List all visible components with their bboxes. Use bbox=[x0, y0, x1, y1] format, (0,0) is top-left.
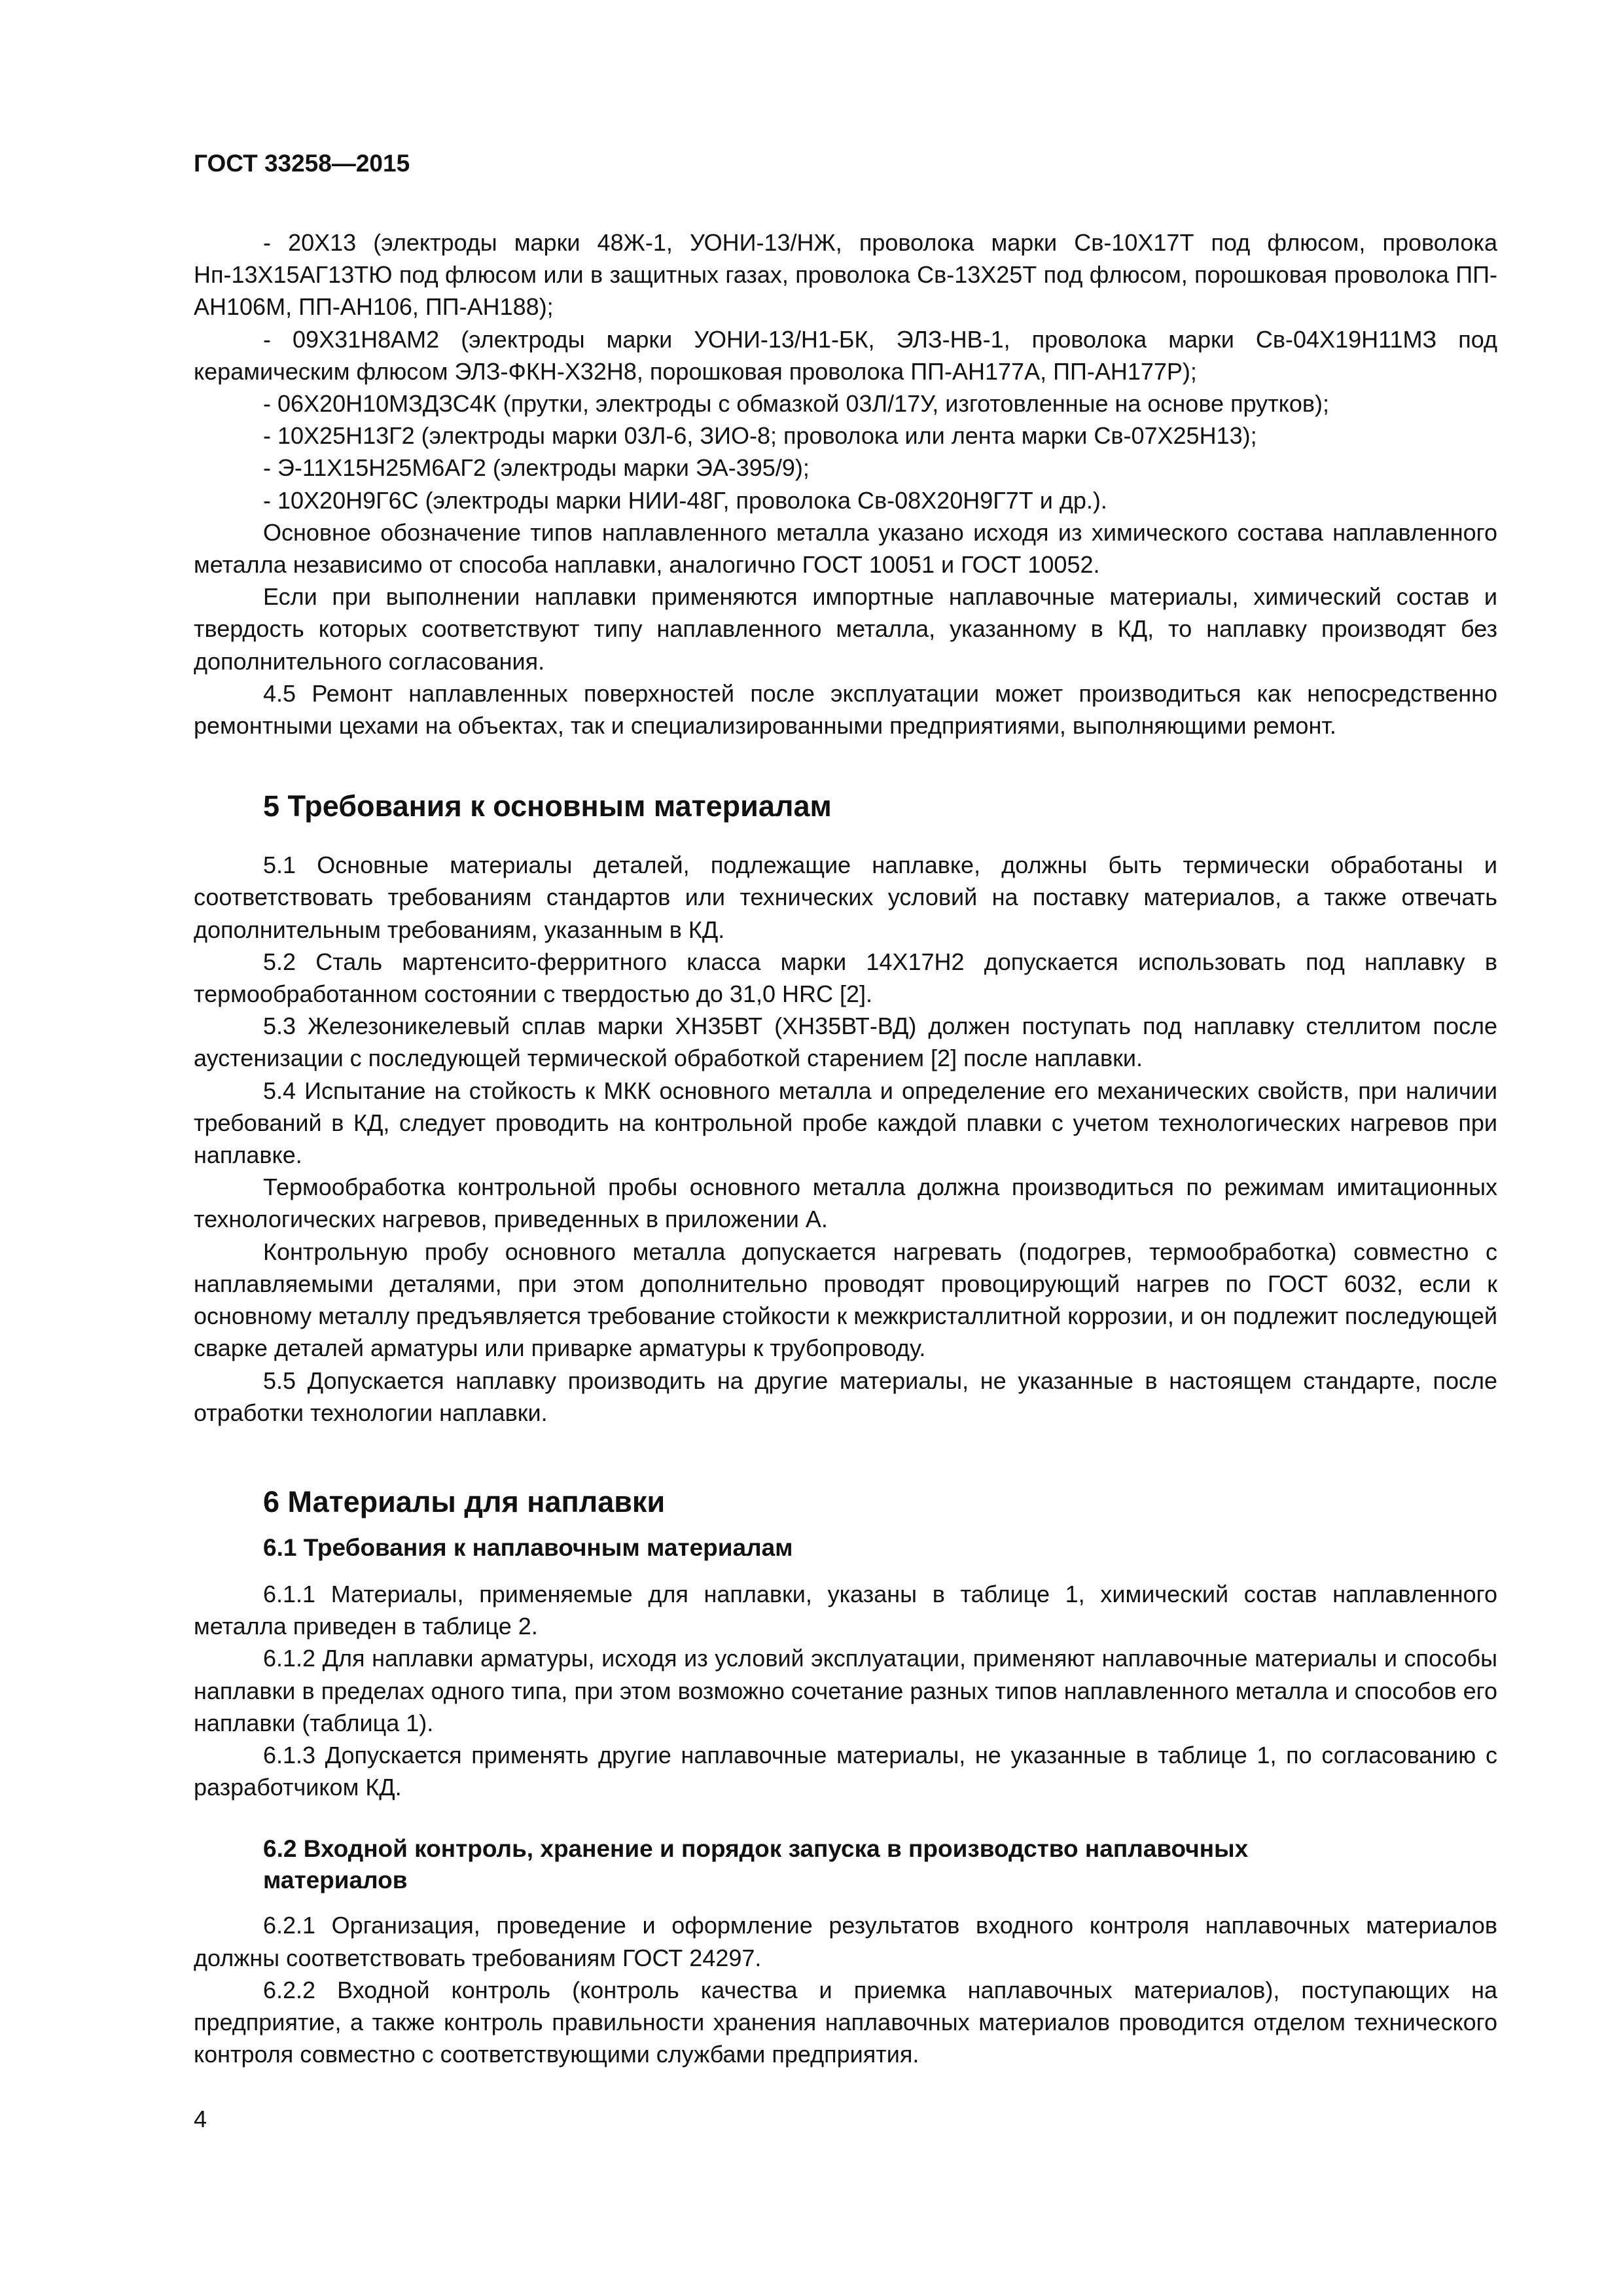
paragraph: 5.2 Сталь мартенсито-ферритного класса марки 14Х17Н2 допускается использовать под наплавку в термообработанном состоянии с твердостью до 31,0 HRC [2]. bbox=[194, 948, 1497, 1008]
document-header: ГОСТ 33258—2015 bbox=[194, 150, 410, 177]
paragraph: 5.3 Железоникелевый сплав марки ХН35ВТ (ХН35ВТ-ВД) должен поступать под наплавку стеллитом после аустенизации с последующей термической обработкой старением [2] после наплавки. bbox=[194, 1013, 1497, 1072]
list-item: - 20Х13 (электроды марки 48Ж-1, УОНИ-13/НЖ, проволока марки Св-10Х17Т под флюсом, проволока Нп-13Х15АГ13ТЮ под флюсом или в защитных газах, проволока Св-13Х25Т под флюсом, порошковая проволока ПП-АН106М, ПП-АН106, ПП-АН188); bbox=[194, 229, 1497, 321]
paragraph: Термообработка контрольной пробы основного металла должна производиться по режимам имитационных технологических нагревов, приведенных в приложении А. bbox=[194, 1174, 1497, 1233]
list-item: - 06Х20Н10МЗДЗС4К (прутки, электроды с обмазкой 03Л/17У, изготовленные на основе прутков); bbox=[263, 390, 1329, 418]
paragraph: 4.5 Ремонт наплавленных поверхностей после эксплуатации может производиться как непосредственно ремонтными цехами на объектах, так и специализированными предприятиями, выполняющими ремонт. bbox=[194, 679, 1497, 740]
paragraph: Если при выполнении наплавки применяются импортные наплавочные материалы, химический состав и твердость которых соответствуют типу наплавленного металла, указанному в КД, то наплавку производят без дополнительного согласования. bbox=[194, 583, 1497, 675]
document-body bbox=[194, 226, 1497, 2070]
list-item: - 10Х20Н9Г6С (электроды марки НИИ-48Г, проволока Св-08Х20Н9Г7Т и др.). bbox=[263, 486, 1107, 514]
section-heading-5: 5 Требования к основным материалам bbox=[263, 789, 832, 823]
paragraph: 6.2.2 Входной контроль (контроль качества и приемка наплавочных материалов), поступающих на предприятие, а также контроль правильности хранения наплавочных материалов проводится отделом технического контроля совместно с соответствующими службами предприятия. bbox=[194, 1976, 1497, 2068]
paragraph: 5.1 Основные материалы деталей, подлежащие наплавке, должны быть термически обработаны и соответствовать требованиям стандартов или технических условий на поставку материалов, а также отвечать дополнительным требованиям, указанным в КД. bbox=[194, 852, 1497, 943]
section-heading-6: 6 Материалы для наплавки bbox=[263, 1484, 666, 1518]
paragraph: Контрольную пробу основного металла допускается нагревать (подогрев, термообработка) совместно с наплавляемыми деталями, при этом дополнительно проводят провоцирующий нагрев по ГОСТ 6032, если к основному металлу предъявляется требование стойкости к межкристаллитной коррозии, и он подлежит последующей сварке деталей арматуры или приварке арматуры к трубопроводу. bbox=[194, 1238, 1498, 1362]
paragraph: 6.1.1 Материалы, применяемые для наплавки, указаны в таблице 1, химический состав наплавленного металла приведен в таблице 2. bbox=[194, 1580, 1497, 1640]
list-item: - 09Х31Н8АМ2 (электроды марки УОНИ-13/Н1-БК, ЭЛЗ-НВ-1, проволока марки Св-04Х19Н11МЗ под керамическим флюсом ЭЛЗ-ФКН-Х32Н8, порошковая проволока ПП-АН177А, ПП-АН177Р); bbox=[194, 325, 1497, 385]
list-item: - 10Х25Н13Г2 (электроды марки 03Л-6, ЗИО-8; проволока или лента марки Св-07Х25Н13); bbox=[263, 422, 1257, 450]
paragraph: 5.5 Допускается наплавку производить на другие материалы, не указанные в настоящем стандарте, после отработки технологии наплавки. bbox=[194, 1367, 1497, 1426]
paragraph: 6.1.2 Для наплавки арматуры, исходя из условий эксплуатации, применяют наплавочные материалы и способы наплавки в пределах одного типа, при этом возможно сочетание разных типов наплавленного металла и способов его наплавки (таблица 1). bbox=[194, 1645, 1497, 1736]
material-list bbox=[194, 226, 1497, 516]
paragraph: 6.1.3 Допускается применять другие наплавочные материалы, не указанные в таблице 1, по согласованию с разработчиком КД. bbox=[194, 1741, 1497, 1801]
heading-line: 6.2 Входной контроль, хранение и порядок запуска в производство наплавочных bbox=[263, 1835, 1249, 1863]
page-number: 4 bbox=[194, 2106, 207, 2132]
paragraph: 5.4 Испытание на стойкость к МКК основного металла и определение его механических свойств, при наличии требований в КД, следует проводить на контрольной пробе каждой плавки с учетом технологических нагревов при наплавке. bbox=[194, 1077, 1497, 1169]
list-item: - Э-11Х15Н25М6АГ2 (электроды марки ЭА-395/9); bbox=[263, 454, 810, 482]
subsection-heading-6-2 bbox=[194, 1833, 1497, 1896]
paragraph: Основное обозначение типов наплавленного металла указано исходя из химического состава наплавленного металла независимо от способа наплавки, аналогично ГОСТ 10051 и ГОСТ 10052. bbox=[194, 518, 1497, 579]
heading-line: материалов bbox=[263, 1867, 408, 1894]
paragraph: 6.2.1 Организация, проведение и оформление результатов входного контроля наплавочных материалов должны соответствовать требованиям ГОСТ 24297. bbox=[194, 1912, 1497, 1971]
subsection-heading-6-1: 6.1 Требования к наплавочным материалам bbox=[263, 1534, 793, 1561]
